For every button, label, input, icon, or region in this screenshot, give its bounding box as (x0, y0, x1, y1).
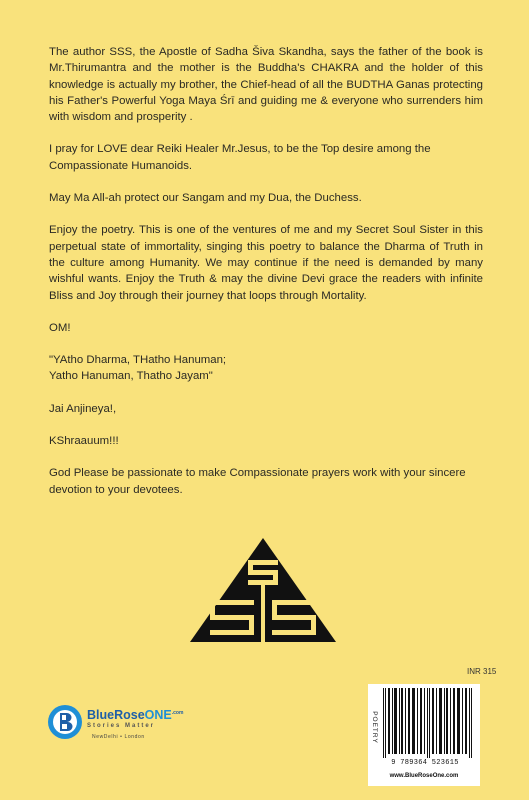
publisher-name (87, 708, 183, 722)
genre-label: POETRY (370, 710, 378, 744)
blurb-jai: Jai Anjineya!, (49, 402, 117, 415)
blurb-mantra (49, 352, 483, 385)
blurb-om: OM! (49, 321, 71, 334)
genre-label-container (368, 684, 380, 770)
blurb-kshraauum: KShraauum!!! (49, 435, 119, 448)
publisher-name-accent: ONE (144, 708, 172, 722)
blurb-paragraph-4: Enjoy the poetry. This is one of the ventures of me and my Secret Soul Sister in this perpetual state of immortality, singing this poetry to balance the Dharma of Truth in the culture among Humanity. We may continue if the need is demanded by many wishful wants. Enjoy the Truth & may the divine Devi grace the readers with infinite Bliss and Joy through their journey that loops through Mortality. (49, 224, 483, 302)
publisher-name-main: BlueRose (87, 708, 145, 722)
isbn-number: 9 789364 523615 (391, 759, 459, 767)
isbn-barcode (382, 688, 474, 758)
mantra-line-2: Yatho Hanuman, Thatho Jayam" (49, 370, 213, 383)
barcode-panel (368, 684, 480, 786)
publisher-logo (47, 704, 207, 750)
blurb (49, 44, 483, 514)
blurb-paragraph-2: I pray for LOVE dear Reiki Healer Mr.Jesus, to be the Top desire among the Compassionate Humanoids. (49, 143, 431, 172)
blurb-paragraph-3: May Ma All-ah protect our Sangam and my Dua, the Duchess. (49, 192, 362, 205)
sss-pyramid-logo (190, 538, 336, 642)
blurb-prayer: God Please be passionate to make Compassionate prayers work with your sincere devotion to your devotees. (49, 467, 466, 496)
price-label: INR 315 (467, 667, 497, 676)
publisher-name-suffix: .com (171, 709, 184, 716)
mantra-line-1: "YAtho Dharma, THatho Hanuman; (49, 354, 227, 367)
publisher-b-icon (47, 704, 83, 740)
publisher-url: www.BlueRoseOne.com (389, 773, 459, 779)
publisher-cities: NewDelhi • London (92, 734, 145, 740)
blurb-paragraph-1: The author SSS, the Apostle of Sadha Šiva Skandha, says the father of the book is Mr.Thirumantra and the mother is the Buddha's CHAKRA and the holder of this knowledge is actually my brother, the Chief-head of all the BUDTHA Ganas protecting his Father's Powerful Yoga Maya Śrī and guiding me & everyone who surrenders him with wisdom and prosperity . (49, 46, 483, 124)
publisher-tagline: Stories Matter (87, 723, 156, 729)
